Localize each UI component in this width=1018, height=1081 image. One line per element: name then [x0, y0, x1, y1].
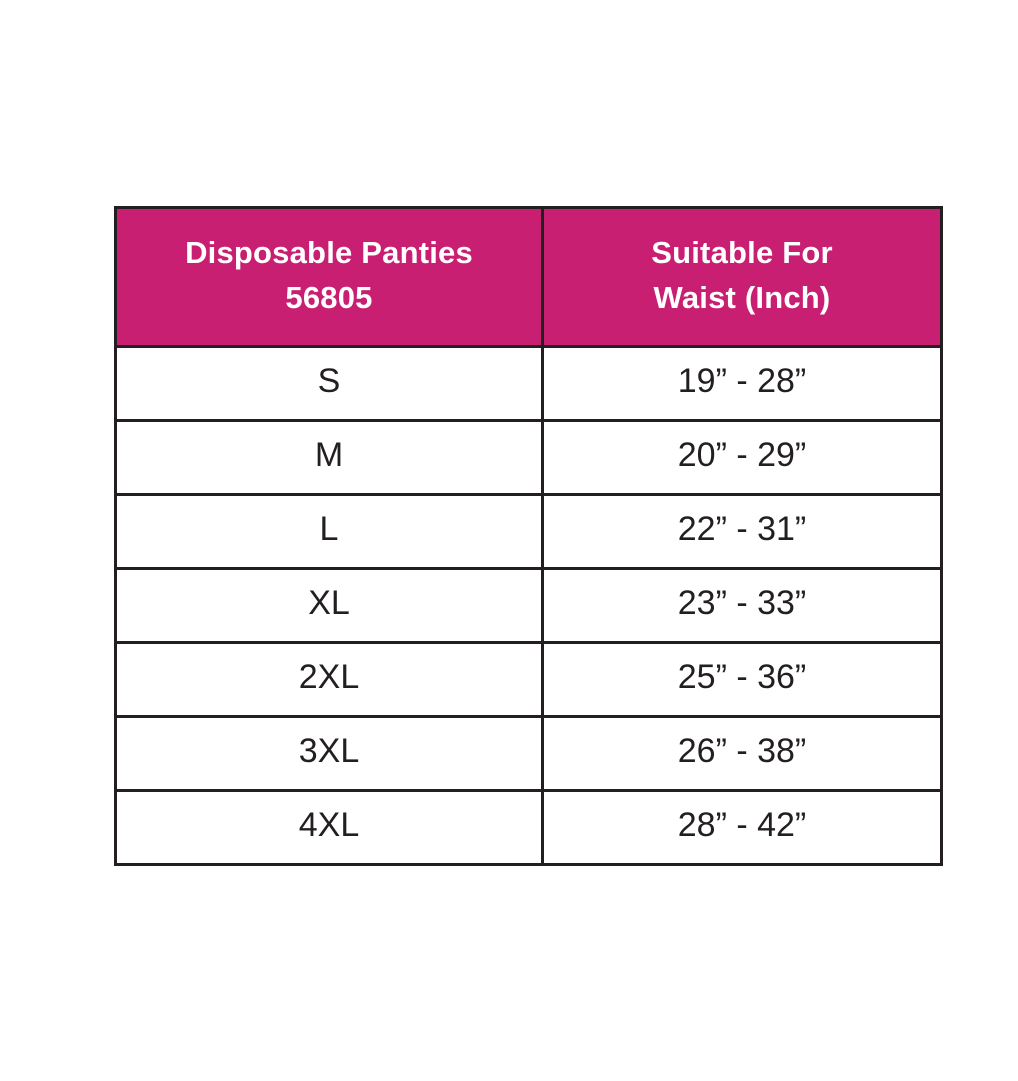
table-body [116, 346, 942, 864]
table-header [116, 208, 942, 347]
table-row [116, 494, 942, 568]
cell-waist: 22” - 31” [543, 494, 942, 568]
cell-size: S [116, 346, 543, 420]
table-row [116, 642, 942, 716]
size-chart-table [114, 206, 943, 866]
cell-size: XL [116, 568, 543, 642]
table-row [116, 568, 942, 642]
header-cell-waist [543, 208, 942, 347]
cell-waist: 28” - 42” [543, 790, 942, 864]
header-product-code: 56805 [285, 279, 373, 315]
header-cell-product [116, 208, 543, 347]
cell-size: 4XL [116, 790, 543, 864]
cell-waist: 25” - 36” [543, 642, 942, 716]
table-header-row [116, 208, 942, 347]
header-product-name: Disposable Panties [185, 235, 473, 270]
table-row [116, 420, 942, 494]
cell-size: 2XL [116, 642, 543, 716]
header-waist-line1: Suitable For [651, 235, 833, 270]
cell-waist: 26” - 38” [543, 716, 942, 790]
cell-waist: 23” - 33” [543, 568, 942, 642]
cell-size: L [116, 494, 543, 568]
cell-waist: 20” - 29” [543, 420, 942, 494]
table-row [116, 790, 942, 864]
cell-size: M [116, 420, 543, 494]
header-waist-line2: Waist (Inch) [653, 279, 831, 315]
cell-size: 3XL [116, 716, 543, 790]
table-row [116, 716, 942, 790]
table-row [116, 346, 942, 420]
cell-waist: 19” - 28” [543, 346, 942, 420]
